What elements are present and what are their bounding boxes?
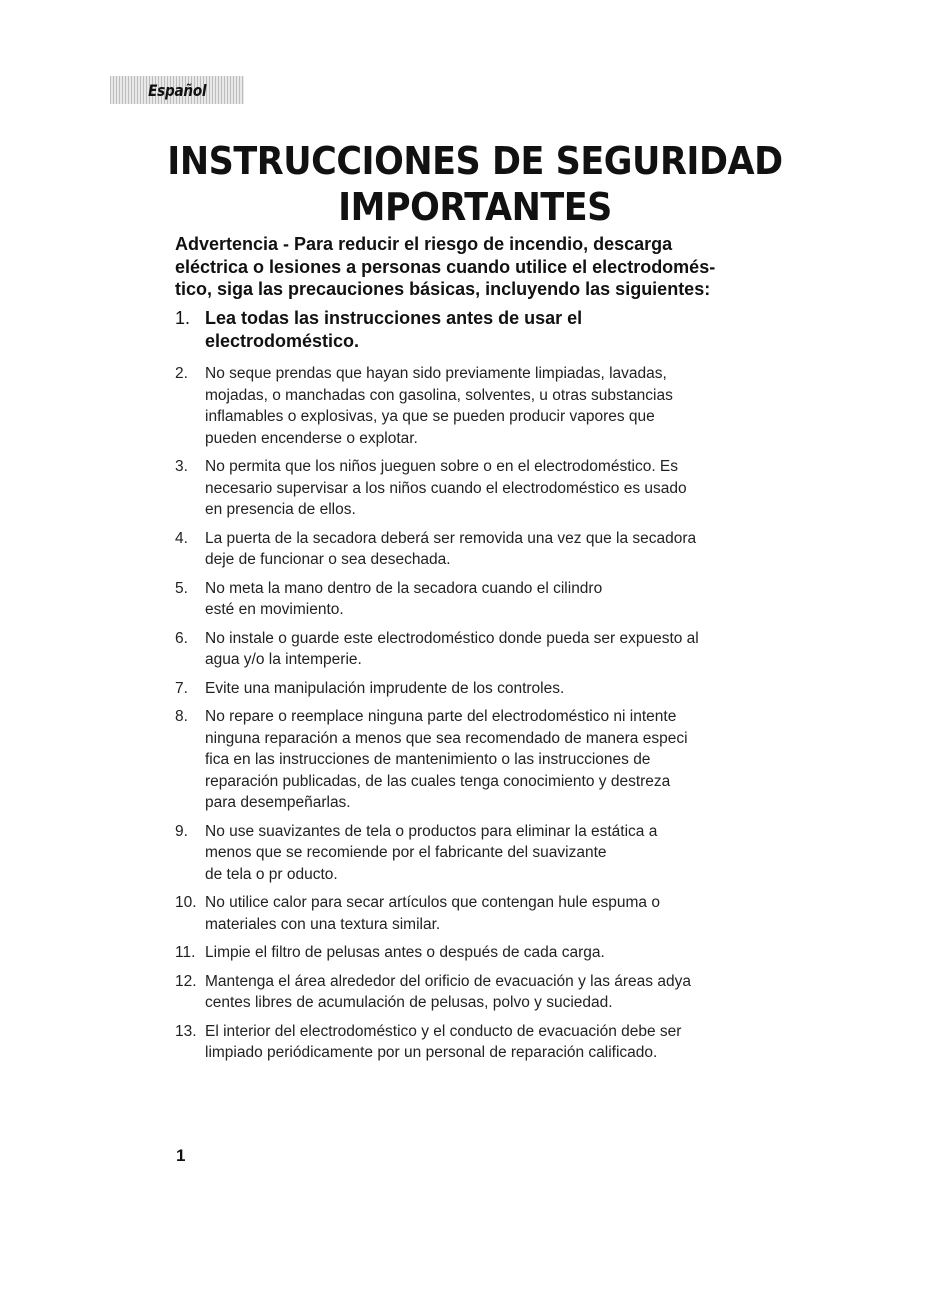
item-text: No permita que los niños jueguen sobre o en el electrodoméstico. Es necesario supervisar a los niños cuando el electrodoméstico es usado en presencia de ellos. (205, 458, 687, 518)
item-number: 11. (175, 944, 196, 961)
item-text: No use suavizantes de tela o productos para eliminar la estática a menos que se recomiende por el fabricante del suavizante de tela o pr oducto. (205, 822, 658, 883)
warning-paragraph: Advertencia - Para reducir el riesgo de incendio, descarga eléctrica o lesiones a personas cuando utilice el electrodomés- tico, siga las precauciones básicas, incluyendo las siguientes: (175, 234, 716, 299)
item-text: No meta la mano dentro de la secadora cuando el cilindro esté en movimiento. (205, 579, 603, 618)
list-item (175, 628, 775, 671)
item-number: 8. (175, 708, 188, 725)
safety-instructions-list (175, 307, 775, 1071)
item-text: El interior del electrodoméstico y el conducto de evacuación debe ser limpiado periódicamente por un personal de reparación calificado. (205, 1022, 682, 1061)
list-item (175, 307, 775, 353)
list-item (175, 821, 775, 886)
item-number: 13. (175, 1022, 197, 1040)
list-item (175, 578, 775, 621)
list-item (175, 971, 775, 1014)
item-text: No seque prendas que hayan sido previamente limpiadas, lavadas, mojadas, o manchadas con gasolina, solventes, u otras substancias inflamables o explosivas, ya que se pueden producir vapores que pueden encenderse o explotar. (205, 365, 673, 447)
list-item (175, 528, 775, 571)
list-item (175, 706, 775, 814)
list-item (175, 678, 775, 700)
item-text: No instale o guarde este electrodoméstico donde pueda ser expuesto al agua y/o la intemperie. (205, 629, 699, 668)
item-text: Mantenga el área alrededor del orificio de evacuación y las áreas adya centes libres de acumulación de pelusas, polvo y suciedad. (205, 972, 691, 1011)
page-title (0, 138, 950, 230)
list-item (175, 363, 775, 449)
list-item (175, 942, 775, 964)
language-tab (110, 76, 244, 104)
item-text: Lea todas las instrucciones antes de usar el electrodoméstico. (205, 308, 583, 351)
list-item (175, 1021, 775, 1064)
item-number: 1. (175, 308, 191, 328)
item-number: 10. (175, 894, 197, 911)
list-item (175, 892, 775, 935)
item-text: Limpie el filtro de pelusas antes o después de cada carga. (205, 944, 605, 961)
item-number: 9. (175, 822, 188, 840)
item-number: 6. (175, 629, 188, 647)
item-number: 2. (175, 365, 188, 382)
item-text: No utilice calor para secar artículos que contengan hule espuma o materiales con una textura similar. (205, 894, 660, 933)
item-number: 4. (175, 529, 188, 547)
item-text: No repare o reemplace ninguna parte del electrodoméstico ni intente ninguna reparación a menos que sea recomendado de manera especi fica en las instrucciones de mantenimiento o las instrucciones de reparación publicadas, de las cuales tenga conocimiento y destreza para desempeñarlas. (205, 708, 688, 811)
list-item (175, 456, 775, 521)
title-line-2: IMPORTANTES (338, 185, 612, 229)
item-number: 3. (175, 458, 188, 475)
title-line-1: INSTRUCCIONES DE SEGURIDAD (167, 139, 783, 183)
item-number: 7. (175, 679, 188, 697)
item-text: La puerta de la secadora deberá ser removida una vez que la secadora deje de funcionar o sea desechada. (205, 529, 697, 568)
page-number: 1 (176, 1146, 186, 1165)
item-number: 12. (175, 972, 197, 990)
language-label: Español (147, 80, 207, 100)
item-number: 5. (175, 579, 188, 597)
item-text: Evite una manipulación imprudente de los controles. (205, 679, 565, 697)
